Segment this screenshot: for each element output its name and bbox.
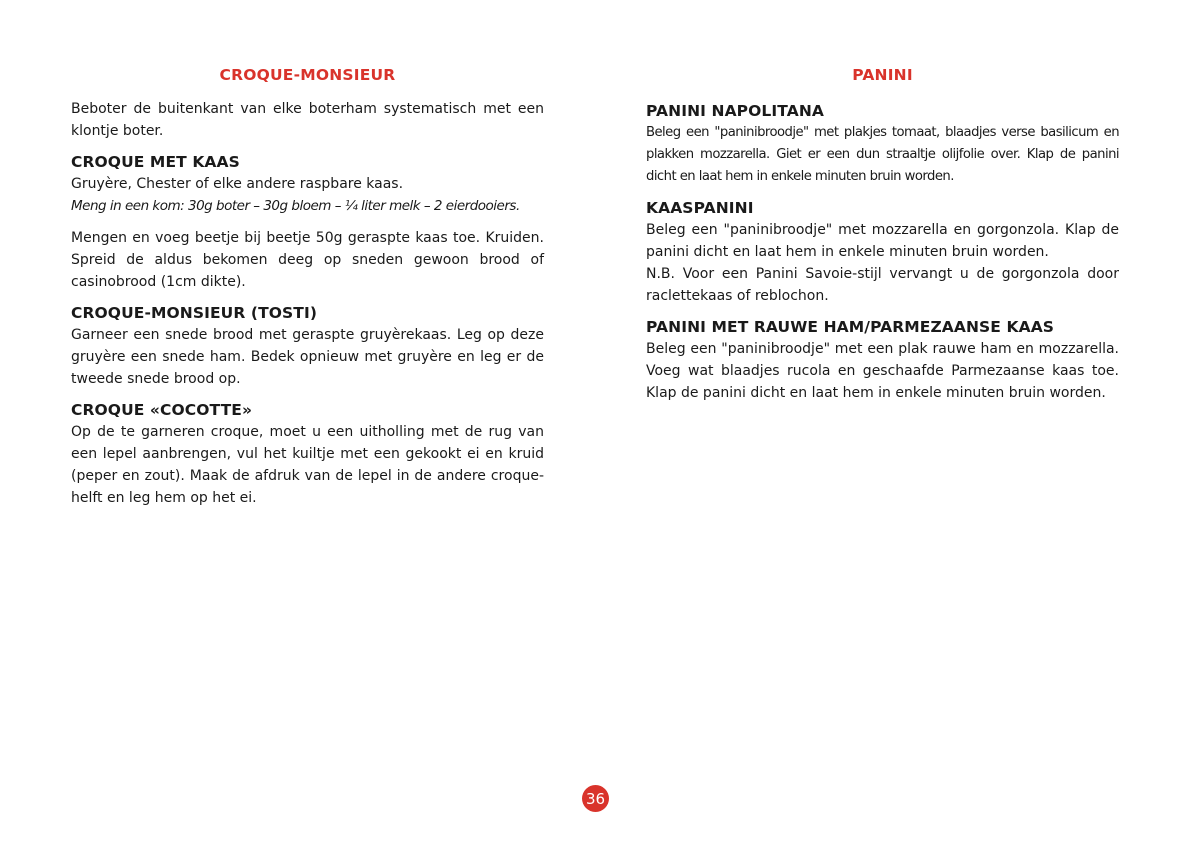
heading-croque-met-kaas: CROQUE MET KAAS xyxy=(71,153,240,171)
croque-met-kaas-mix: Meng in een kom: 30g boter – 30g bloem – ¼ liter melk – 2 eierdooiers. xyxy=(71,198,520,214)
heading-kaaspanini: KAASPANINI xyxy=(646,199,754,217)
croque-met-kaas-instructions: Mengen en voeg beetje bij beetje 50g geraspte kaas toe. Kruiden. Spreid de aldus bekomen deeg op sneden gewoon brood of casinobrood (1cm dikte). xyxy=(71,230,544,290)
croque-cocotte-text: Op de te garneren croque, moet u een uitholling met de rug van een lepel aanbrengen, vul het kuiltje met een gekookt ei en kruid (peper en zout). Maak de afdruk van de lepel in de andere croque-helft en leg hem op het ei. xyxy=(71,424,544,506)
heading-panini-napolitana: PANINI NAPOLITANA xyxy=(646,102,824,120)
heading-panini-rauwe-ham: PANINI MET RAUWE HAM/PARMEZAANSE KAAS xyxy=(646,318,1055,336)
panini-rauwe-ham-text: Beleg een "paninibroodje" met een plak rauwe ham en mozzarella. Voeg wat blaadjes rucola en geschaafde Parmezaanse kaas toe. Klap de panini dicht en laat hem in enkele minuten bruin worden. xyxy=(646,341,1119,401)
heading-croque-cocotte: CROQUE «COCOTTE» xyxy=(71,401,253,419)
section-title-croque-monsieur: CROQUE-MONSIEUR xyxy=(219,66,396,84)
page-number-badge: 36 xyxy=(582,785,609,812)
section-title-panini: PANINI xyxy=(852,66,913,84)
panini-napolitana-text: Beleg een "paninibroodje" met plakjes tomaat, blaadjes verse basilicum en plakken mozzarella. Giet er een dun straaltje olijfolie over. Klap de panini dicht en laat hem in enkele minuten bruin worden. xyxy=(646,125,1119,184)
kaaspanini-note: N.B. Voor een Panini Savoie-stijl vervangt u de gorgonzola door raclettekaas of reblochon. xyxy=(646,266,1119,304)
intro-text: Beboter de buitenkant van elke boterham systematisch met een klontje boter. xyxy=(71,101,544,139)
croque-monsieur-tosti-text: Garneer een snede brood met geraspte gruyèrekaas. Leg op deze gruyère een snede ham. Bedek opnieuw met gruyère en leg er de tweede snede brood op. xyxy=(71,327,544,387)
right-column xyxy=(646,66,1119,404)
croque-met-kaas-ingredients: Gruyère, Chester of elke andere raspbare kaas. xyxy=(71,176,404,192)
kaaspanini-text: Beleg een "paninibroodje" met mozzarella en gorgonzola. Klap de panini dicht en laat hem in enkele minuten bruin worden. xyxy=(646,222,1119,260)
left-column xyxy=(71,66,544,509)
heading-croque-monsieur-tosti: CROQUE-MONSIEUR (TOSTI) xyxy=(71,304,318,322)
